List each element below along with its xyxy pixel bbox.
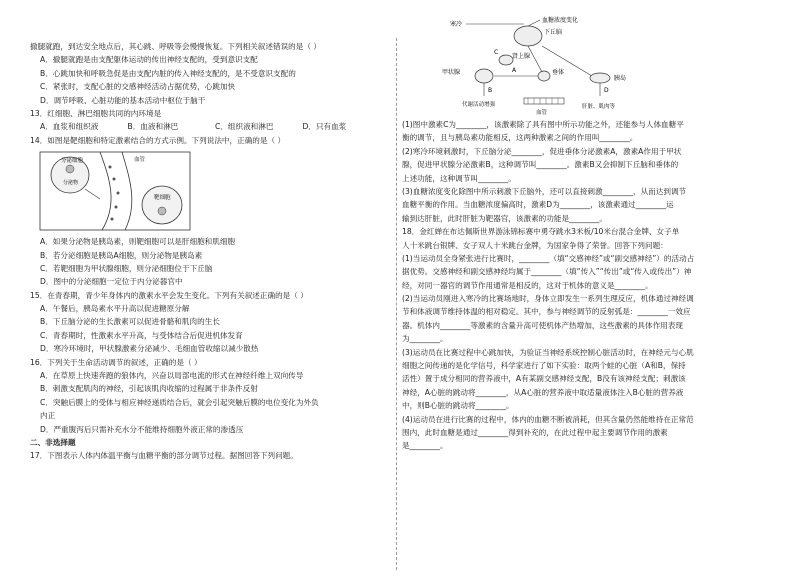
q15-stem: 15．在青春期，青少年身体内的激素水平会发生变化。下列有关叙述正确的是（ ） xyxy=(30,290,308,300)
fig-label-blood-vessel-2: 血管 xyxy=(536,110,548,116)
intro-option: B．心跳加快和呼吸急促是由支配内脏的传入神经支配的，是不受意识支配的 xyxy=(40,68,296,78)
q17-1-line: (1)图中激素C为________，该激素除了具有图中所示功能之外，还能参与人体血糖平 xyxy=(402,120,684,129)
q14-option-b: B．若分泌细胞是胰岛A细胞，则分泌物是胰岛素 xyxy=(40,250,203,260)
q15-option-b: B．下丘脑分泌的生长激素可以促进骨骼和肌肉的生长 xyxy=(40,317,220,327)
q14-option-a: A．如果分泌物是胰岛素，则靶细胞可以是肝细胞和肌细胞 xyxy=(40,237,236,247)
fig-label-secretory-cell: 分泌细胞 xyxy=(61,158,84,165)
q18-1-line: (1)当运动员全身紧张进行比赛时，________（填“交感神经”或“副交感神经”）的活动占 xyxy=(402,253,695,263)
q18-3-line: 中，则B心脏的跳动将________。 xyxy=(402,401,514,411)
q13-option-d: D．只有血浆 xyxy=(302,122,347,132)
q14-stem: 14．如图是靶细胞和特定激素结合的方式示例。下列说法中，正确的是（ ） xyxy=(30,135,286,145)
q16-option-d: D．严重腹泻后只需补充水分不能维持细胞外液正常的渗透压 xyxy=(40,424,244,434)
q13-option-b: B．血液和淋巴 xyxy=(127,122,179,132)
q17-2-line: (2)寒冷环境刺激时，下丘脑分泌________，促进垂体分泌激素A，激素A作用于甲状 xyxy=(402,146,682,156)
q15-option-d: D．寒冷环境时，甲状腺激素分泌减少、毛细血管收缩以减少散热 xyxy=(40,344,259,354)
q14-option-d: D．图中的分泌细胞一定位于内分泌器官中 xyxy=(40,277,183,287)
q18-3-line: 神经，A心脏的跳动将________，从A心脏的营养液中取适量液体注入B心脏的营养液 xyxy=(402,387,684,397)
q18-3-line: (3)运动员在比赛过程中心跳加快，为验证当神经系统控制心脏活动时，在神经元与心肌 xyxy=(402,347,694,357)
q13-stem: 13．红细胞、淋巴细胞共同的内环境是 xyxy=(30,108,162,118)
q18-1-line: 经，对同一器官的调节作用通常是相反的，这对于机体的意义是________。 xyxy=(402,280,653,290)
fig-label-glucose-change: 血糖浓度变化 xyxy=(542,17,579,24)
column-divider xyxy=(396,38,397,570)
q16-option-c-cont: 内正 xyxy=(40,411,56,421)
fig-label-a: A xyxy=(512,67,517,74)
q18-2-line: 节和体液调节维持体温的相对稳定。其中，参与神经调节的反射弧是：________一效应 xyxy=(402,307,691,317)
intro-option: C．紧张时，支配心脏的交感神经活动占据优势，心跳加快 xyxy=(40,82,236,92)
section-heading: 二、非选择题 xyxy=(30,437,76,447)
fig-label-hypothalamus: 下丘脑 xyxy=(544,29,563,36)
q17-2-line: 腺，促进甲状腺分泌激素B，这种调节叫________。激素B又会抑制下丘脑和垂体的 xyxy=(402,160,679,170)
intro-option: A．撤腿就跑是由支配躯体运动的传出神经支配的，受到意识支配 xyxy=(40,55,258,65)
fig-label-adrenal: 肾上腺 xyxy=(512,53,531,60)
q13-option-c: C．组织液和淋巴 xyxy=(215,122,274,132)
q15-option-c: C．青春期时，性激素水平升高，与受体结合后促进机体发育 xyxy=(40,330,243,340)
q17-1-line: 衡的调节，且与胰岛素功能相反，这两种激素之间的作用叫________。 xyxy=(402,133,638,143)
fig-label-metabolism: 代谢活动增强 xyxy=(462,102,496,108)
fig-label-pituitary: 垂体 xyxy=(552,69,565,76)
right-column xyxy=(402,14,772,453)
q18-2-line: 为________。 xyxy=(402,334,448,344)
q14-figure xyxy=(30,149,390,233)
fig-label-b: B xyxy=(488,87,493,94)
right-text xyxy=(402,118,772,453)
q18-4-line: 是________。 xyxy=(402,441,448,451)
q15-option-a: A．午餐后，胰岛素水平升高以促进糖原分解 xyxy=(40,304,190,314)
q13-option-a: A．血浆和组织液 xyxy=(40,122,99,132)
q17-stem: 17．下图表示人体内体温平衡与血糖平衡的部分调节过程。据图回答下列问题。 xyxy=(30,451,298,461)
fig-label-d: D xyxy=(604,87,609,94)
fig-label-target-cell: 靶细胞 xyxy=(154,195,171,202)
left-column xyxy=(30,40,390,463)
regulation-diagram xyxy=(432,14,672,118)
q16-option-b: B．刺激支配肌肉的神经，引起该肌肉收缩的过程属于非条件反射 xyxy=(40,384,258,394)
fig-label-cold: 寒冷 xyxy=(450,21,463,28)
q16-stem: 16．下列关于生命活动调节的叙述，正确的是（ ） xyxy=(30,357,202,367)
fig-label-islet: 胰岛 xyxy=(614,75,627,82)
q18-3-line: 细胞之间传递的是化学信号，科学家进行了如下实验：取两个蛙的心脏（A和B，保持 xyxy=(402,361,686,371)
intro-option: D．调节呼吸、心脏功能的基本活动中枢位于脑干 xyxy=(40,95,206,105)
q17-figure xyxy=(402,14,772,118)
q18-stem: 18．金红婵在布达佩斯世界游泳锦标赛中勇夺跳水3米板/10米台混合金牌、女子单 xyxy=(402,227,680,237)
q18-3-line: 活性）置于成分相同的营养液中，A有某副交感神经支配，B没有该神经支配；刺激该 xyxy=(402,374,686,384)
fig-label-liver-muscle: 肝脏、肌肉等 xyxy=(582,104,616,110)
q17-3-line: 血糖平衡的作用。当血糖浓度偏高时，激素D为________，该激素通过________运 xyxy=(402,200,674,210)
q18-stem: 人十米跳台银牌、女子双人十米跳台金牌，为国家争得了荣誉。回答下列问题： xyxy=(402,240,668,250)
fig-label-blood-vessel: 血管 xyxy=(134,157,146,164)
intro-line: 撤腿就跑，到达安全地点后，其心跳、呼吸等会慢慢恢复。下列相关叙述错误的是（ ） xyxy=(30,42,321,51)
fig-label-c: C xyxy=(494,49,499,56)
q17-2-line: 上述功能，这种调节叫________。 xyxy=(402,173,516,183)
q16-option-a: A．在草原上快速奔跑的狼体内，兴奋以局部电流的形式在神经纤维上双向传导 xyxy=(40,371,304,381)
q18-2-line: (2)当运动员刚进入寒冷的比赛场地时，身体立即发生一系列生理反应，机体通过神经调 xyxy=(402,294,694,304)
hormone-target-diagram xyxy=(30,149,200,233)
q17-3-line: (3)血糖浓度变化除图中所示刺激下丘脑外，还可以直接刺激________，从而达到调节 xyxy=(402,186,687,196)
q18-4-line: (4)运动员在进行比赛的过程中，体内的血糖不断被消耗，但其含量仍然能维持在正常范 xyxy=(402,414,694,424)
q17-3-line: 输到达肝脏，此时肝脏为靶器官，该激素的功能是________。 xyxy=(402,213,608,223)
fig-label-secretion: 分泌物 xyxy=(63,180,79,187)
q18-1-line: 据优势。交感神经和副交感神经均属于________（填“传入”“传出”或“传入或传出”）神 xyxy=(402,267,692,277)
q16-option-c: C．突触后膜上的受体与相应神经递质结合后，就会引起突触后膜的电位变化为外负 xyxy=(40,397,319,407)
q18-4-line: 围内，此时血糖是通过________得到补充的，在此过程中起主要调节作用的激素 xyxy=(402,427,668,437)
fig-label-thyroid: 甲状腺 xyxy=(442,69,461,76)
q18-2-line: 器。机体内________等激素的含量升高可使机体产热增加，这些激素的具体作用表现 xyxy=(402,320,683,330)
q14-option-c: C．若靶细胞为甲状腺细胞，则分泌细胞位于下丘脑 xyxy=(40,263,213,273)
q13-options xyxy=(30,120,390,133)
